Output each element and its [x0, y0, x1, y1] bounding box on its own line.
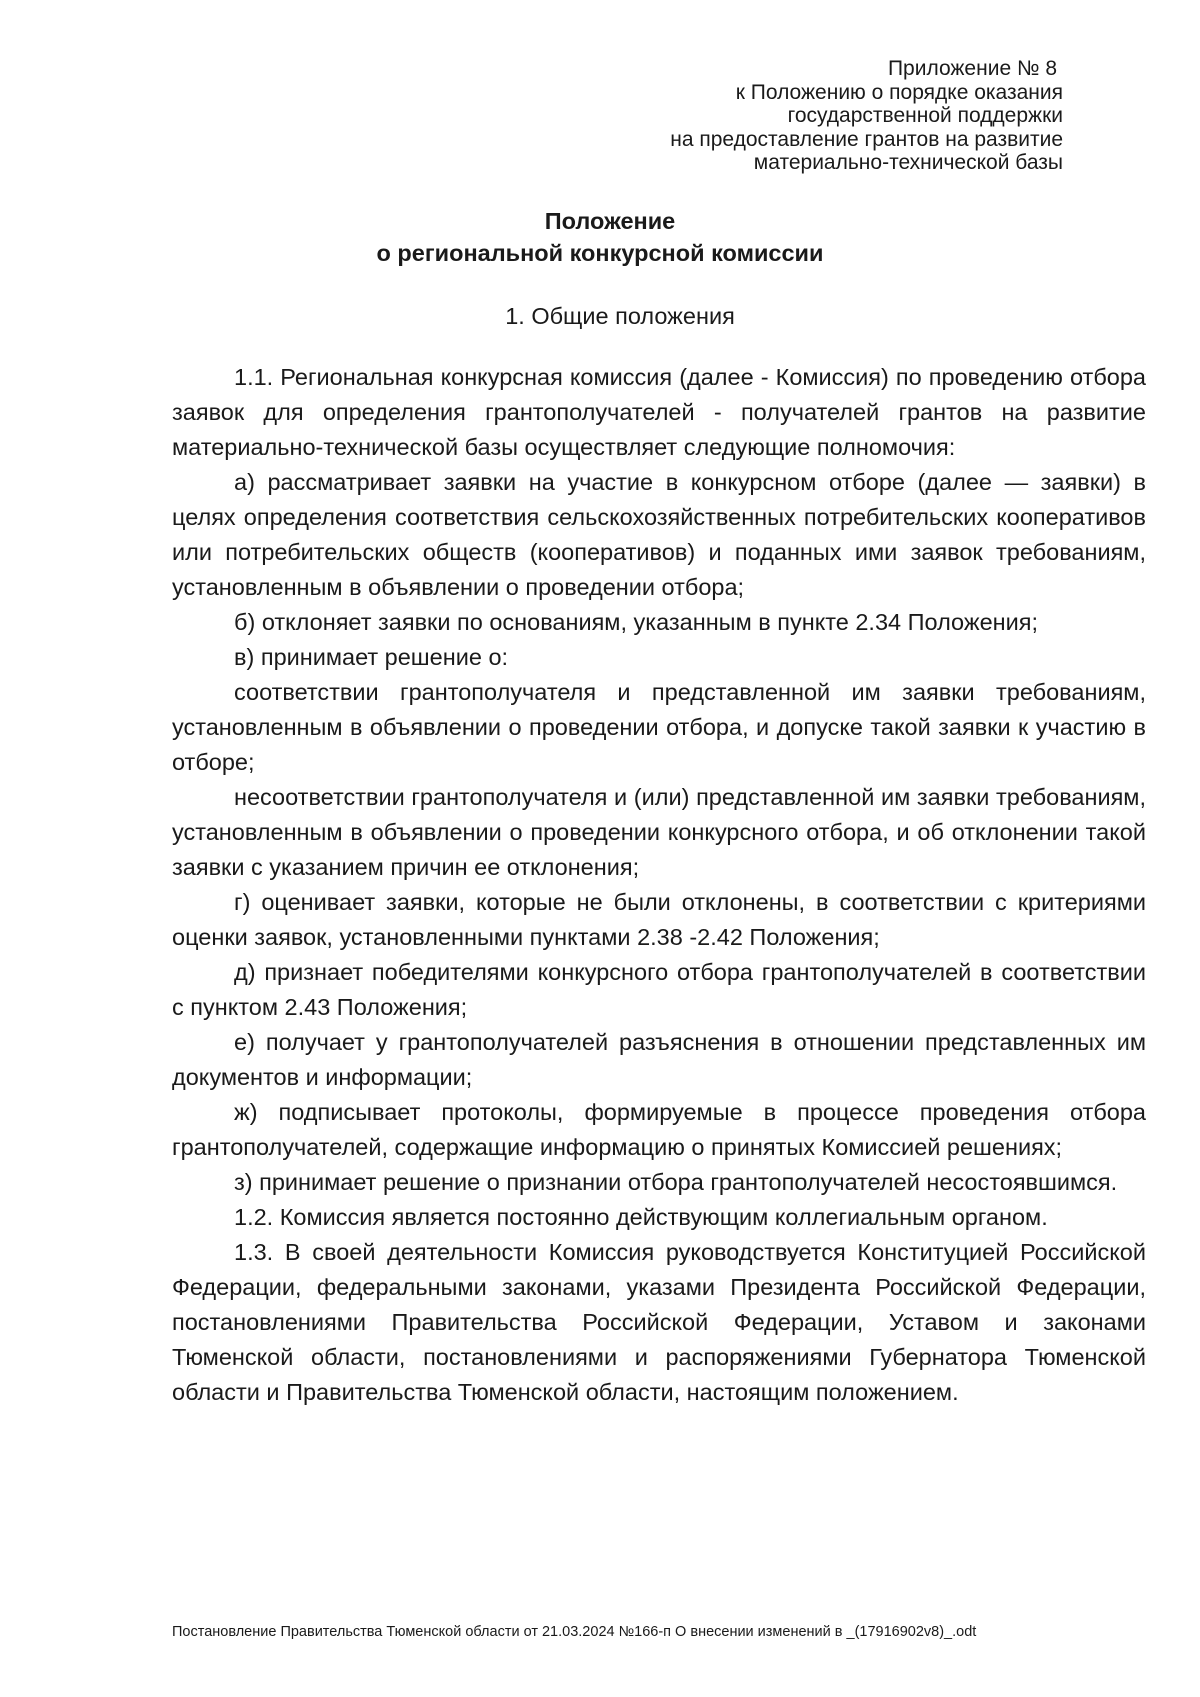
paragraph-1-3: 1.3. В своей деятельности Комиссия руководствуется Конституцией Российской Федерации, федеральными законами, указами Президента Российской Федерации, постановлениями Правительства Российской Федерации, Уставом и законами Тюменской области, постановлениями и распоряжениями Губернатора Тюменской области и Правительства Тюменской области, настоящим положением.	[172, 1239, 1146, 1405]
paragraph-item-z: з) принимает решение о признании отбора грантополучателей несостоявшимся.	[234, 1169, 1118, 1195]
paragraph-item-b: б) отклоняет заявки по основаниям, указанным в пункте 2.34 Положения;	[234, 609, 1039, 635]
appendix-line: к Положению о порядке оказания	[735, 80, 1063, 104]
paragraph-item-e: е) получает у грантополучателей разъяснения в отношении представленных им документов и информации;	[172, 1029, 1146, 1090]
appendix-line: материально-технической базы	[753, 151, 1063, 175]
paragraph-item-v-compliance: соответствии грантополучателя и представленной им заявки требованиям, установленным в объявлении о проведении отбора, и допуске такой заявки к участию в отборе;	[172, 679, 1146, 775]
paragraph-1-1: 1.1. Региональная конкурсная комиссия (далее - Комиссия) по проведению отбора заявок для определения грантополучателей - получателей грантов на развитие материально-технической базы осуществляет следующие полномочия:	[172, 364, 1146, 460]
title-line-2: о региональной конкурсной комиссии	[376, 240, 824, 266]
appendix-header	[463, 57, 1063, 175]
title-line-1: Положение	[544, 208, 676, 234]
appendix-line: на предоставление грантов на развитие	[670, 127, 1063, 151]
paragraph-item-d: д) признает победителями конкурсного отбора грантополучателей в соответствии с пунктом 2.43 Положения;	[172, 959, 1146, 1020]
appendix-line: государственной поддержки	[787, 104, 1063, 128]
section-heading: 1. Общие положения	[505, 303, 735, 329]
paragraph-item-g: г) оценивает заявки, которые не были отклонены, в соответствии с критериями оценки заявок, установленными пунктами 2.38 -2.42 Положения;	[172, 889, 1146, 950]
page-footer: Постановление Правительства Тюменской области от 21.03.2024 №166-п О внесении изменений в _(17916902v8)_.odt	[172, 1624, 977, 1640]
section-body	[172, 360, 1146, 1410]
document-title	[0, 205, 1200, 269]
appendix-line: Приложение № 8	[887, 57, 1057, 80]
paragraph-item-zh: ж) подписывает протоколы, формируемые в процессе проведения отбора грантополучателей, содержащие информацию о принятых Комиссией решениях;	[172, 1099, 1146, 1160]
paragraph-1-2: 1.2. Комиссия является постоянно действующим коллегиальным органом.	[234, 1204, 1048, 1230]
paragraph-item-v: в) принимает решение о:	[234, 644, 509, 670]
paragraph-item-a: а) рассматривает заявки на участие в конкурсном отборе (далее — заявки) в целях определения соответствия сельскохозяйственных потребительских кооперативов или потребительских обществ (кооперативов) и поданных ими заявок требованиям, установленным в объявлении о проведении отбора;	[172, 469, 1146, 600]
paragraph-item-v-noncompliance: несоответствии грантополучателя и (или) представленной им заявки требованиям, установленным в объявлении о проведении конкурсного отбора, и об отклонении такой заявки с указанием причин ее отклонения;	[172, 784, 1146, 880]
